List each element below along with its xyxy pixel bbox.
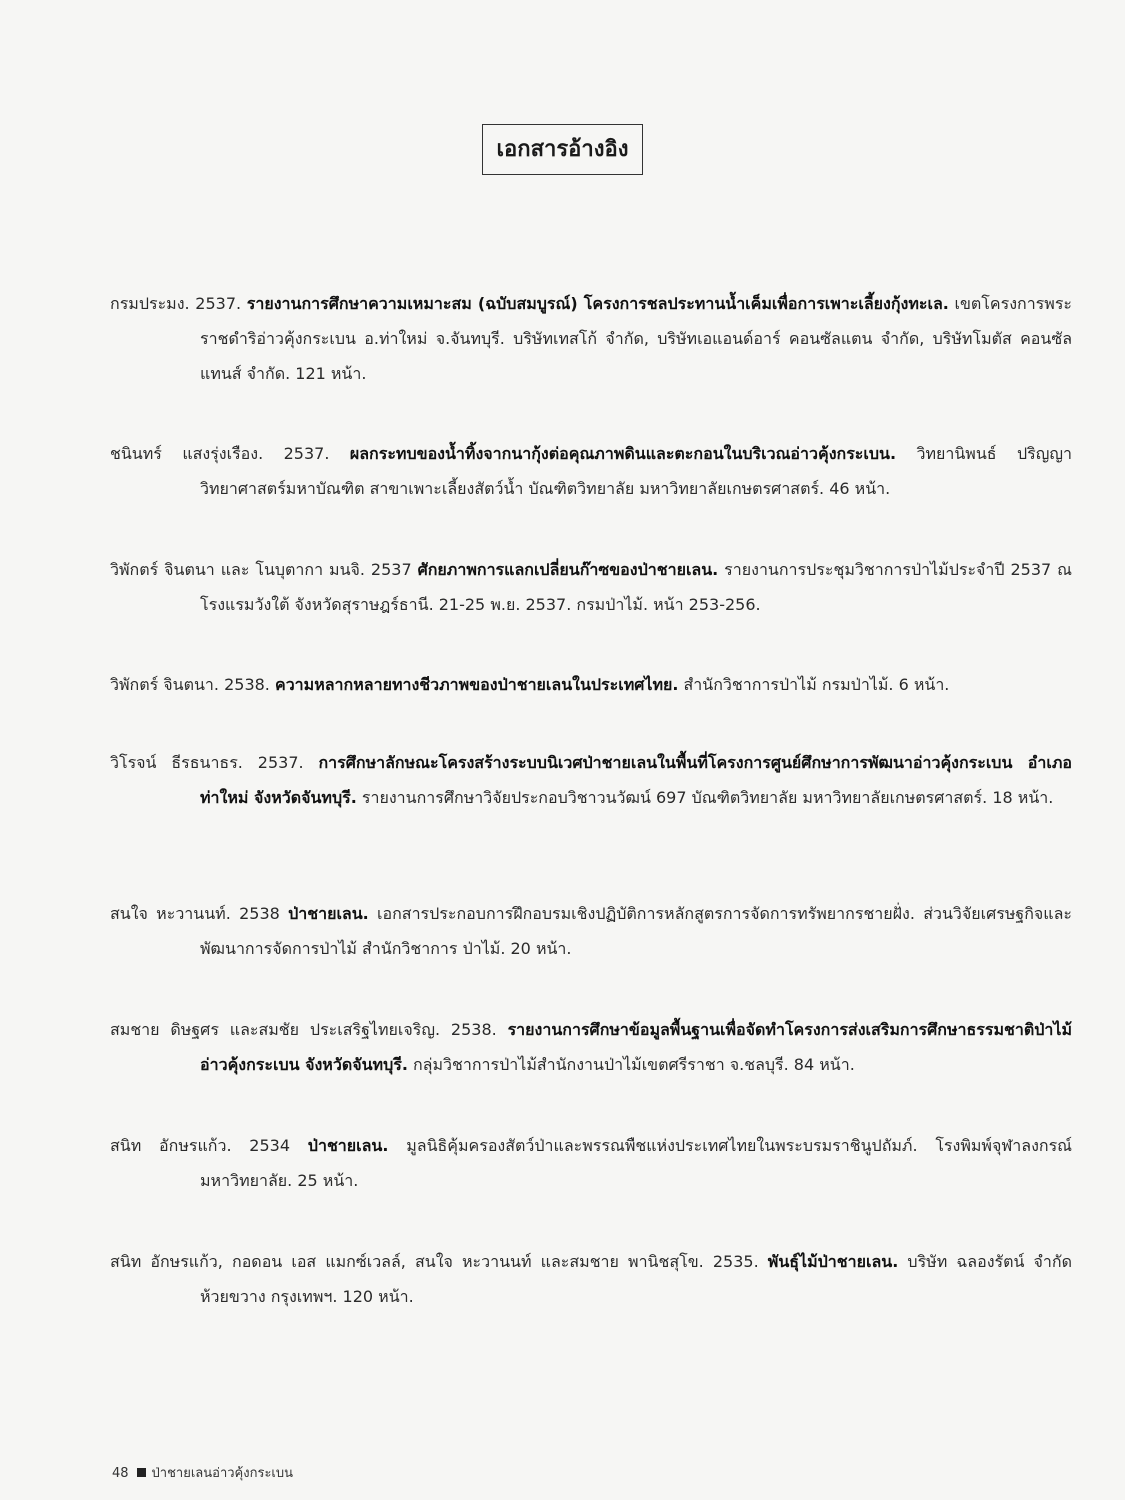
reference-details: รายงานการประชุมวิชาการป่าไม้ประจำปี 2537 ณ โรงแรมวังใต้ จังหวัดสุราษฎร์ธานี. 21-25 พ.ย. 2537. กรมป่าไม้. หน้า 253-256.: [200, 560, 1073, 614]
reference-title: ป่าชายเลน.: [288, 904, 369, 923]
reference-title: ผลกระทบของน้ำทิ้งจากนากุ้งต่อคุณภาพดินและตะกอนในบริเวณอ่าวคุ้งกระเบน.: [349, 444, 897, 463]
reference-author: สมชาย ดิษฐศร และสมชัย ประเสริฐไทยเจริญ. 2538.: [110, 1020, 508, 1039]
page-number: 48: [112, 1466, 129, 1481]
reference-author: ชนินทร์ แสงรุ่งเรือง. 2537.: [110, 444, 350, 463]
square-bullet-icon: [137, 1468, 146, 1477]
reference-details: กลุ่มวิชาการป่าไม้สำนักงานป่าไม้เขตศรีราชา จ.ชลบุรี. 84 หน้า.: [407, 1055, 855, 1074]
page-title: เอกสารอ้างอิง: [482, 124, 644, 175]
reference-title: การศึกษาลักษณะโครงสร้างระบบนิเวศป่าชายเลนในพื้นที่โครงการศูนย์ศึกษาการพัฒนาอ่าวคุ้งกระเบน อำเภอท่าใหม่ จังหวัดจันทบุรี.: [200, 753, 1072, 807]
reference-author: กรมประมง. 2537.: [110, 294, 247, 313]
reference-details: วิทยานิพนธ์ ปริญญาวิทยาศาสตร์มหาบัณฑิต สาขาเพาะเลี้ยงสัตว์น้ำ บัณฑิตวิทยาลัย มหาวิทยาลัยเกษตรศาสตร์. 46 หน้า.: [200, 444, 1072, 498]
title-wrapper: [0, 124, 1125, 175]
reference-item: [110, 1244, 1072, 1314]
reference-item: [110, 436, 1072, 506]
reference-author: วิพักตร์ จินตนา. 2538.: [110, 675, 275, 694]
page-footer: [112, 1462, 293, 1483]
reference-author: สนใจ หะวานนท์. 2538: [110, 904, 289, 923]
reference-details: สำนักวิชาการป่าไม้ กรมป่าไม้. 6 หน้า.: [678, 675, 950, 694]
reference-title: ศักยภาพการแลกเปลี่ยนก๊าซของป่าชายเลน.: [417, 560, 719, 579]
reference-title: ป่าชายเลน.: [307, 1136, 389, 1155]
reference-author: สนิท อักษรแก้ว. 2534: [110, 1136, 308, 1155]
reference-author: สนิท อักษรแก้ว, กอดอน เอส แมกซ์เวลล์, สนใจ หะวานนท์ และสมชาย พานิชสุโข. 2535.: [110, 1252, 768, 1271]
reference-item: [110, 896, 1072, 966]
reference-details: บริษัท ฉลองรัตน์ จำกัด ห้วยขวาง กรุงเทพฯ. 120 หน้า.: [200, 1252, 1072, 1306]
reference-item: [110, 552, 1072, 622]
reference-author: วิโรจน์ ธีรธนาธร. 2537.: [110, 753, 319, 772]
reference-title: รายงานการศึกษาความเหมาะสม (ฉบับสมบูรณ์) โครงการชลประทานน้ำเค็มเพื่อการเพาะเลี้ยงกุ้งทะเล.: [246, 294, 949, 313]
reference-title: พันธุ์ไม้ป่าชายเลน.: [767, 1252, 899, 1271]
reference-title: ความหลากหลายทางชีวภาพของป่าชายเลนในประเทศไทย.: [274, 675, 679, 694]
reference-item: [110, 286, 1072, 391]
reference-title: รายงานการศึกษาข้อมูลพื้นฐานเพื่อจัดทำโครงการส่งเสริมการศึกษาธรรมชาติป่าไม้ อ่าวคุ้งกระเบน จังหวัดจันทบุรี.: [200, 1020, 1072, 1074]
reference-details: เอกสารประกอบการฝึกอบรมเชิงปฏิบัติการหลักสูตรการจัดการทรัพยากรชายฝั่ง. ส่วนวิจัยเศรษฐกิจและพัฒนาการจัดการป่าไม้ สำนักวิชาการ ป่าไม้. 20 หน้า.: [200, 904, 1073, 958]
book-title: ป่าชายเลนอ่าวคุ้งกระเบน: [151, 1466, 294, 1481]
reference-item: [110, 667, 1072, 702]
reference-item: [110, 1128, 1072, 1198]
reference-item: [110, 745, 1072, 815]
reference-details: มูลนิธิคุ้มครองสัตว์ป่าและพรรณพืชแห่งประเทศไทยในพระบรมราชินูปถัมภ์. โรงพิมพ์จุฬาลงกรณ์มหาวิทยาลัย. 25 หน้า.: [200, 1136, 1073, 1190]
reference-details: เขตโครงการพระราชดำริอ่าวคุ้งกระเบน อ.ท่าใหม่ จ.จันทบุรี. บริษัทเทสโก้ จำกัด, บริษัทเอแอนด์อาร์ คอนซัลแตน จำกัด, บริษัทโมตัส คอนซัลแทนส์ จำกัด. 121 หน้า.: [200, 294, 1073, 383]
reference-details: รายงานการศึกษาวิจัยประกอบวิชาวนวัฒน์ 697 บัณฑิตวิทยาลัย มหาวิทยาลัยเกษตรศาสตร์. 18 หน้า.: [356, 788, 1054, 807]
reference-item: [110, 1012, 1072, 1082]
reference-author: วิพักตร์ จินตนา และ โนบุตากา มนจิ. 2537: [110, 560, 418, 579]
